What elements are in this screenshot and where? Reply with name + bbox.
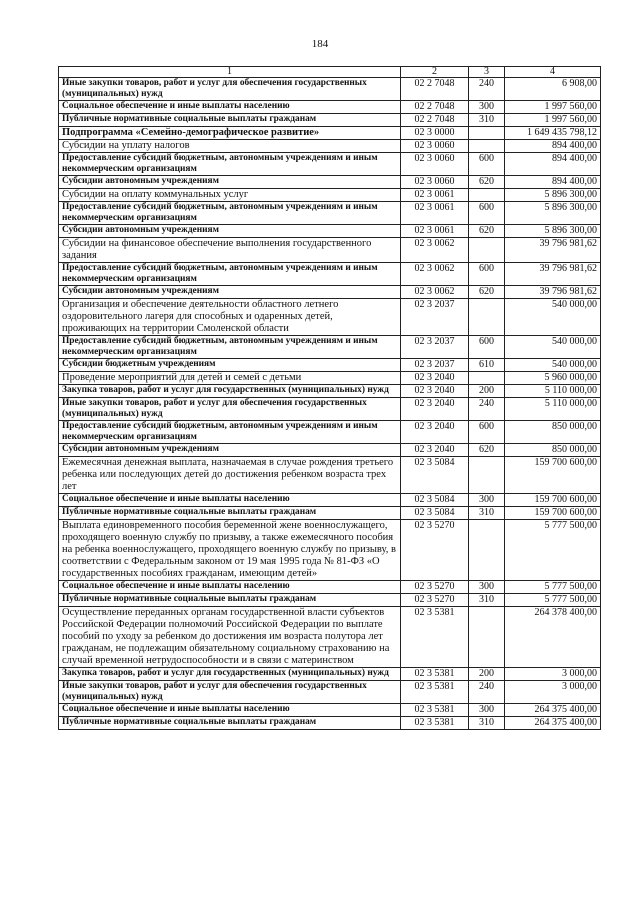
row-name: Субсидии на уплату налогов xyxy=(59,140,401,153)
row-amount: 5 777 500,00 xyxy=(505,581,601,594)
row-name: Предоставление субсидий бюджетным, автономным учреждениям и иным некоммерческим организациям xyxy=(59,421,401,444)
row-expense-type xyxy=(469,607,505,668)
header-col-4: 4 xyxy=(505,67,601,78)
row-target-code: 02 3 0061 xyxy=(401,189,469,202)
table-row xyxy=(59,176,601,189)
table-row xyxy=(59,336,601,359)
row-target-code: 02 3 5084 xyxy=(401,494,469,507)
row-expense-type xyxy=(469,140,505,153)
row-amount: 1 649 435 798,12 xyxy=(505,127,601,140)
header-col-2: 2 xyxy=(401,67,469,78)
row-target-code: 02 3 2040 xyxy=(401,398,469,421)
row-target-code: 02 3 0061 xyxy=(401,225,469,238)
table-row xyxy=(59,78,601,101)
row-expense-type: 620 xyxy=(469,444,505,457)
row-amount: 540 000,00 xyxy=(505,336,601,359)
row-expense-type: 240 xyxy=(469,681,505,704)
table-row xyxy=(59,372,601,385)
row-expense-type: 240 xyxy=(469,78,505,101)
table-row xyxy=(59,607,601,668)
row-target-code: 02 3 5084 xyxy=(401,457,469,494)
table-row xyxy=(59,127,601,140)
row-name: Закупка товаров, работ и услуг для государственных (муниципальных) нужд xyxy=(59,385,401,398)
table-row xyxy=(59,457,601,494)
row-expense-type: 300 xyxy=(469,101,505,114)
table-row xyxy=(59,140,601,153)
row-target-code: 02 3 0000 xyxy=(401,127,469,140)
row-amount: 5 960 000,00 xyxy=(505,372,601,385)
row-target-code: 02 3 5381 xyxy=(401,681,469,704)
row-name: Предоставление субсидий бюджетным, автономным учреждениям и иным некоммерческим организациям xyxy=(59,336,401,359)
row-name: Субсидии автономным учреждениям xyxy=(59,286,401,299)
table-row xyxy=(59,594,601,607)
row-amount: 5 896 300,00 xyxy=(505,189,601,202)
table-row xyxy=(59,101,601,114)
row-name: Иные закупки товаров, работ и услуг для обеспечения государственных (муниципальных) нужд xyxy=(59,398,401,421)
row-target-code: 02 2 7048 xyxy=(401,114,469,127)
row-target-code: 02 3 0062 xyxy=(401,238,469,263)
row-target-code: 02 3 2037 xyxy=(401,299,469,336)
row-name: Публичные нормативные социальные выплаты гражданам xyxy=(59,594,401,607)
row-expense-type: 240 xyxy=(469,398,505,421)
row-name: Социальное обеспечение и иные выплаты населению xyxy=(59,494,401,507)
row-amount: 5 896 300,00 xyxy=(505,202,601,225)
row-amount: 3 000,00 xyxy=(505,668,601,681)
row-name: Публичные нормативные социальные выплаты гражданам xyxy=(59,507,401,520)
row-expense-type: 200 xyxy=(469,385,505,398)
row-name: Проведение мероприятий для детей и семей с детьми xyxy=(59,372,401,385)
row-target-code: 02 3 5381 xyxy=(401,668,469,681)
row-name: Субсидии автономным учреждениям xyxy=(59,176,401,189)
row-amount: 159 700 600,00 xyxy=(505,494,601,507)
row-amount: 850 000,00 xyxy=(505,421,601,444)
row-target-code: 02 3 0061 xyxy=(401,202,469,225)
row-name: Публичные нормативные социальные выплаты гражданам xyxy=(59,114,401,127)
row-name: Иные закупки товаров, работ и услуг для обеспечения государственных (муниципальных) нужд xyxy=(59,78,401,101)
table-row xyxy=(59,202,601,225)
row-expense-type: 310 xyxy=(469,717,505,730)
table-body xyxy=(59,78,601,730)
row-name: Субсидии автономным учреждениям xyxy=(59,444,401,457)
row-target-code: 02 3 5270 xyxy=(401,581,469,594)
table-row xyxy=(59,717,601,730)
row-amount: 6 908,00 xyxy=(505,78,601,101)
row-name: Субсидии бюджетным учреждениям xyxy=(59,359,401,372)
row-name: Предоставление субсидий бюджетным, автономным учреждениям и иным некоммерческим организациям xyxy=(59,202,401,225)
row-name: Предоставление субсидий бюджетным, автономным учреждениям и иным некоммерческим организациям xyxy=(59,153,401,176)
row-target-code: 02 3 0060 xyxy=(401,140,469,153)
row-expense-type: 600 xyxy=(469,263,505,286)
table-row xyxy=(59,704,601,717)
table-row xyxy=(59,398,601,421)
row-amount: 540 000,00 xyxy=(505,299,601,336)
row-name: Подпрограмма «Семейно-демографическое развитие» xyxy=(59,127,401,140)
table-row xyxy=(59,225,601,238)
table-row xyxy=(59,581,601,594)
row-target-code: 02 3 5270 xyxy=(401,520,469,581)
row-target-code: 02 3 0062 xyxy=(401,263,469,286)
header-col-3: 3 xyxy=(469,67,505,78)
row-target-code: 02 2 7048 xyxy=(401,78,469,101)
row-expense-type: 620 xyxy=(469,176,505,189)
table-row xyxy=(59,238,601,263)
row-name: Социальное обеспечение и иные выплаты населению xyxy=(59,704,401,717)
row-amount: 850 000,00 xyxy=(505,444,601,457)
row-amount: 5 896 300,00 xyxy=(505,225,601,238)
row-expense-type xyxy=(469,299,505,336)
row-target-code: 02 3 5084 xyxy=(401,507,469,520)
row-expense-type: 600 xyxy=(469,421,505,444)
row-target-code: 02 3 2040 xyxy=(401,372,469,385)
row-target-code: 02 3 5381 xyxy=(401,717,469,730)
table-row xyxy=(59,299,601,336)
table-row xyxy=(59,114,601,127)
row-amount: 159 700 600,00 xyxy=(505,507,601,520)
table-row xyxy=(59,189,601,202)
row-name: Субсидии автономным учреждениям xyxy=(59,225,401,238)
row-amount: 3 000,00 xyxy=(505,681,601,704)
row-expense-type: 310 xyxy=(469,507,505,520)
row-amount: 5 777 500,00 xyxy=(505,594,601,607)
table-row xyxy=(59,153,601,176)
row-name: Организация и обеспечение деятельности областного летнего оздоровительного лагеря для способных и одаренных детей, проживающих на территории Смоленской области xyxy=(59,299,401,336)
table-row xyxy=(59,385,601,398)
row-target-code: 02 3 5381 xyxy=(401,607,469,668)
row-target-code: 02 3 5381 xyxy=(401,704,469,717)
row-name: Предоставление субсидий бюджетным, автономным учреждениям и иным некоммерческим организациям xyxy=(59,263,401,286)
row-target-code: 02 3 2040 xyxy=(401,444,469,457)
row-expense-type: 300 xyxy=(469,494,505,507)
row-expense-type: 600 xyxy=(469,202,505,225)
row-amount: 540 000,00 xyxy=(505,359,601,372)
row-expense-type: 300 xyxy=(469,581,505,594)
table-row xyxy=(59,286,601,299)
row-amount: 5 110 000,00 xyxy=(505,385,601,398)
table-header-row xyxy=(59,67,601,78)
row-expense-type: 610 xyxy=(469,359,505,372)
row-amount: 894 400,00 xyxy=(505,176,601,189)
table-row xyxy=(59,359,601,372)
row-amount: 159 700 600,00 xyxy=(505,457,601,494)
row-amount: 264 378 400,00 xyxy=(505,607,601,668)
row-amount: 5 110 000,00 xyxy=(505,398,601,421)
row-expense-type: 200 xyxy=(469,668,505,681)
row-expense-type xyxy=(469,238,505,263)
budget-table xyxy=(58,66,601,730)
header-col-1: 1 xyxy=(59,67,401,78)
row-amount: 264 375 400,00 xyxy=(505,717,601,730)
row-expense-type: 600 xyxy=(469,336,505,359)
row-amount: 39 796 981,62 xyxy=(505,238,601,263)
row-expense-type xyxy=(469,457,505,494)
row-amount: 39 796 981,62 xyxy=(505,263,601,286)
row-expense-type: 300 xyxy=(469,704,505,717)
row-amount: 39 796 981,62 xyxy=(505,286,601,299)
row-name: Ежемесячная денежная выплата, назначаемая в случае рождения третьего ребенка или последующих детей до достижения ребенком возраста трех лет xyxy=(59,457,401,494)
row-expense-type xyxy=(469,372,505,385)
row-name: Закупка товаров, работ и услуг для государственных (муниципальных) нужд xyxy=(59,668,401,681)
row-name: Выплата единовременного пособия беременной жене военнослужащего, проходящего военную службу по призыву, а также ежемесячного пособия на ребенка военнослужащего, проходящего военную службу по призыву, в соответствии с Федеральным законом от 19 мая 1995 года № 81-ФЗ «О государственных пособиях гражданам, имеющим детей» xyxy=(59,520,401,581)
row-amount: 264 375 400,00 xyxy=(505,704,601,717)
row-expense-type: 310 xyxy=(469,114,505,127)
row-target-code: 02 3 2037 xyxy=(401,336,469,359)
row-target-code: 02 3 2040 xyxy=(401,421,469,444)
row-expense-type xyxy=(469,189,505,202)
row-expense-type xyxy=(469,127,505,140)
row-name: Социальное обеспечение и иные выплаты населению xyxy=(59,581,401,594)
row-expense-type xyxy=(469,520,505,581)
row-target-code: 02 3 2037 xyxy=(401,359,469,372)
row-amount: 894 400,00 xyxy=(505,140,601,153)
row-amount: 1 997 560,00 xyxy=(505,114,601,127)
table-row xyxy=(59,263,601,286)
row-name: Осуществление переданных органам государственной власти субъектов Российской Федерации полномочий Российской Федерации по выплате пособий по уходу за ребенком до достижения им возраста полутора лет гражданам, не подлежащим обязательному социальному страхованию на случай временной нетрудоспособности и в связи с материнством xyxy=(59,607,401,668)
row-name: Субсидии на финансовое обеспечение выполнения государственного задания xyxy=(59,238,401,263)
row-expense-type: 600 xyxy=(469,153,505,176)
row-amount: 1 997 560,00 xyxy=(505,101,601,114)
row-target-code: 02 3 0060 xyxy=(401,176,469,189)
page-number: 184 xyxy=(311,38,329,50)
table-row xyxy=(59,494,601,507)
row-name: Иные закупки товаров, работ и услуг для обеспечения государственных (муниципальных) нужд xyxy=(59,681,401,704)
row-target-code: 02 3 0062 xyxy=(401,286,469,299)
row-name: Социальное обеспечение и иные выплаты населению xyxy=(59,101,401,114)
row-name: Субсидии на оплату коммунальных услуг xyxy=(59,189,401,202)
table-row xyxy=(59,520,601,581)
row-expense-type: 620 xyxy=(469,286,505,299)
row-target-code: 02 3 0060 xyxy=(401,153,469,176)
row-name: Публичные нормативные социальные выплаты гражданам xyxy=(59,717,401,730)
row-target-code: 02 3 2040 xyxy=(401,385,469,398)
row-expense-type: 620 xyxy=(469,225,505,238)
table-row xyxy=(59,444,601,457)
table-row xyxy=(59,507,601,520)
table-row xyxy=(59,681,601,704)
table-row xyxy=(59,421,601,444)
row-amount: 894 400,00 xyxy=(505,153,601,176)
table-row xyxy=(59,668,601,681)
row-target-code: 02 3 5270 xyxy=(401,594,469,607)
row-expense-type: 310 xyxy=(469,594,505,607)
row-target-code: 02 2 7048 xyxy=(401,101,469,114)
row-amount: 5 777 500,00 xyxy=(505,520,601,581)
